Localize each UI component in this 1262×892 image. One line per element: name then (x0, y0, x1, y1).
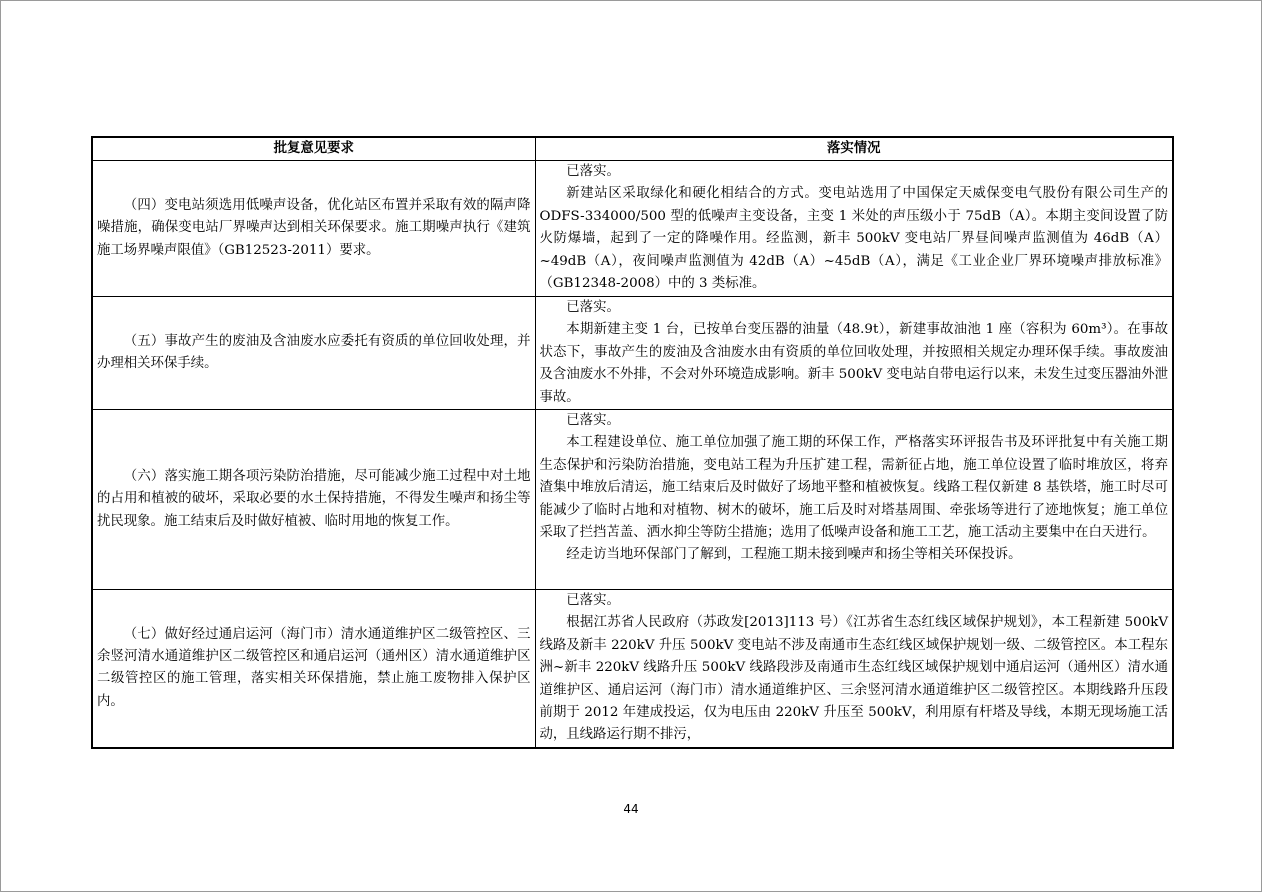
requirement-text: （五）事故产生的废油及含油废水应委托有资质的单位回收处理，并办理相关环保手续。 (97, 333, 531, 372)
implementation-cell (535, 410, 1173, 590)
implementation-text: 新建站区采取绿化和硬化相结合的方式。变电站选用了中国保定天威保变电气股份有限公司生产的 ODFS-334000/500 型的低噪声主变设备，主变 1 米处的声压级小于 75dB（A）。本期主变间设置了防火防爆墙，起到了一定的降噪作用。经监测，新丰 500kV 变电站厂界昼间噪声监测值为 46dB（A）~49dB（A），夜间噪声监测值为 42dB（A）~45dB（A），满足《工业企业厂界环境噪声排放标准》（GB12348-2008）中的 3 类标准。 (539, 186, 1168, 292)
implementation-text: 本工程建设单位、施工单位加强了施工期的环保工作，严格落实环评报告书及环评批复中有关施工期生态保护和污染防治措施，变电站工程为升压扩建工程，需新征占地，施工单位设置了临时堆放区，将弃渣集中堆放后清运，施工结束后及时做好了场地平整和植被恢复。线路工程仅新建 8 基铁塔，施工时尽可能减少了临时占地和对植物、树木的破坏，施工后及时对塔基周围、牵张场等进行了迹地恢复；施工单位采取了拦挡苫盖、洒水抑尘等防尘措施；选用了低噪声设备和施工工艺，施工活动主要集中在白天进行。 (539, 435, 1168, 541)
requirement-cell (92, 410, 535, 590)
requirement-cell (92, 590, 535, 748)
requirement-text: （四）变电站须选用低噪声设备，优化站区布置并采取有效的隔声降噪措施，确保变电站厂界噪声达到相关环保要求。施工期噪声执行《建筑施工场界噪声限值》（GB12523-2011）要求。 (97, 197, 531, 258)
approval-implementation-table (91, 136, 1174, 749)
table-row (92, 590, 1173, 748)
implementation-status: 已落实。 (566, 593, 620, 609)
implementation-status: 已落实。 (566, 164, 620, 179)
requirement-cell (92, 161, 535, 297)
page-number: 44 (623, 802, 639, 816)
table-row (92, 161, 1173, 297)
requirement-text: （七）做好经过通启运河（海门市）清水通道维护区二级管控区、三余竖河清水通道维护区二级管控区和通启运河（通州区）清水通道维护区二级管控区的施工管理，落实相关环保措施，禁止施工废物排入保护区内。 (97, 626, 531, 709)
header-implementation: 落实情况 (535, 137, 1173, 161)
requirement-text: （六）落实施工期各项污染防治措施，尽可能减少施工过程中对土地的占用和植被的破坏，采取必要的水土保持措施，不得发生噪声和扬尘等扰民现象。施工结束后及时做好植被、临时用地的恢复工作。 (97, 468, 531, 529)
implementation-cell (535, 297, 1173, 410)
table-row (92, 410, 1173, 590)
implementation-status: 已落实。 (566, 413, 620, 429)
header-requirement: 批复意见要求 (92, 137, 535, 161)
table-row (92, 297, 1173, 410)
implementation-text: 本期新建主变 1 台，已按单台变压器的油量（48.9t），新建事故油池 1 座（容积为 60m³）。在事故状态下，事故产生的废油及含油废水由有资质的单位回收处理，并按照相关规定办理环保手续。事故废油及含油废水不外排，不会对外环境造成影响。新丰 500kV 变电站自带电运行以来，未发生过变压器油外泄事故。 (539, 322, 1168, 405)
implementation-text: 根据江苏省人民政府（苏政发[2013]113 号）《江苏省生态红线区域保护规划》，本工程新建 500kV 线路及新丰 220kV 升压 500kV 变电站不涉及南通市生态红线区域保护规划一级、二级管控区。本工程东洲~新丰 220kV 线路升压 500kV 线路段涉及南通市生态红线区域保护规划中通启运河（通州区）清水通道维护区、通启运河（海门市）清水通道维护区、三余竖河清水通道维护区二级管控区。本期线路升压段前期于 2012 年建成投运，仅为电压由 220kV 升压至 500kV，利用原有杆塔及导线，本期无现场施工活动，且线路运行期不排污， (539, 615, 1168, 743)
table-header-row (92, 137, 1173, 161)
requirement-cell (92, 297, 535, 410)
implementation-cell (535, 161, 1173, 297)
implementation-status: 已落实。 (566, 300, 620, 315)
implementation-cell (535, 590, 1173, 748)
implementation-text: 经走访当地环保部门了解到，工程施工期未接到噪声和扬尘等相关环保投诉。 (566, 547, 1022, 563)
